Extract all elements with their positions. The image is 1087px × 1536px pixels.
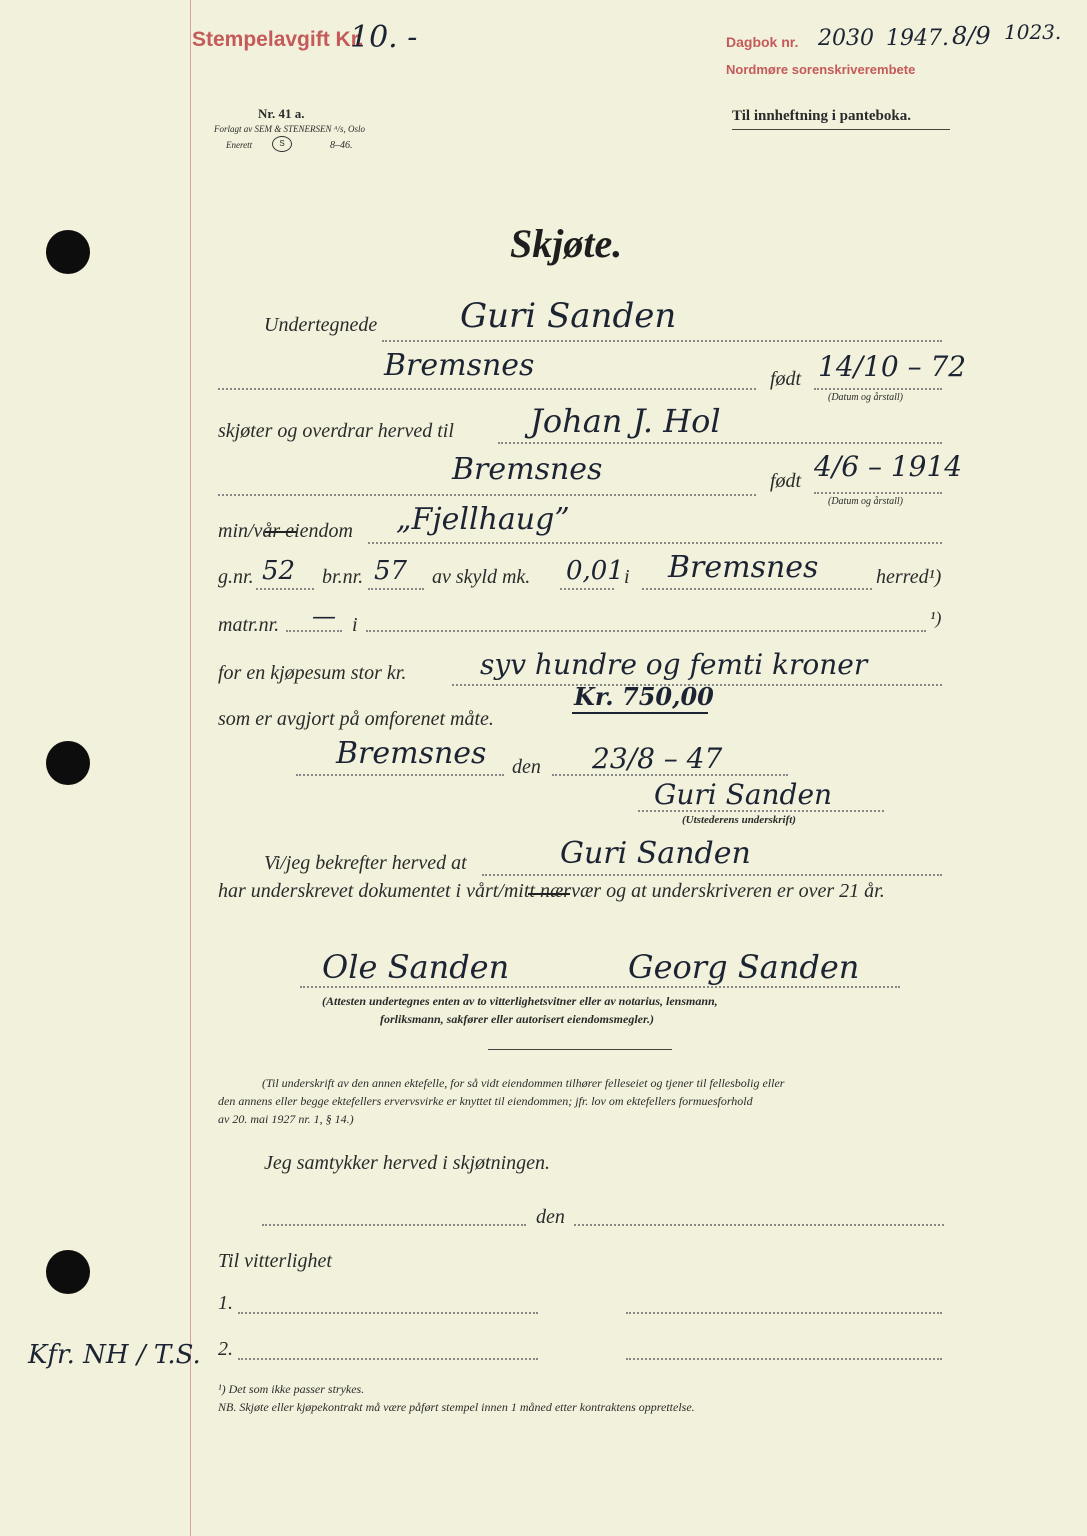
punch-hole-middle (46, 741, 90, 785)
office-stamp: Nordmøre sorenskriverembete (726, 62, 916, 77)
section-divider (488, 1049, 672, 1050)
attest-note-1: (Attesten undertegnes enten av to vitterlighetsvitner eller av notarius, lensmann, (322, 994, 718, 1008)
spouse-consent: Jeg samtykker herved i skjøtningen. (264, 1152, 551, 1174)
confirm-name: Guri Sanden (560, 836, 751, 871)
buyer-place: Bremsnes (452, 452, 603, 487)
witness-line-2-a (238, 1358, 538, 1360)
matr-label: matr.nr. (218, 614, 280, 636)
var-strike (265, 531, 297, 533)
stamp-duty-label: Stempelavgift Kr. (192, 28, 364, 51)
buyer-name: Johan J. Hol (530, 402, 721, 440)
matr-place-line (366, 630, 926, 632)
bnr-value: 57 (374, 556, 408, 586)
undersigned-label: Undertegnede (264, 314, 378, 336)
margin-note: Kfr. NH / T.S. (28, 1340, 201, 1370)
publisher: Forlagt av SEM & STENERSEN ᴬ/s, Oslo (214, 124, 365, 134)
binding-note-underline (732, 129, 950, 130)
property-name: „Fjellhaug” (396, 502, 570, 537)
settled-label: som er avgjort på omforenet måte. (218, 708, 494, 730)
gnr-line (256, 588, 314, 590)
gnr-label: g.nr. (218, 566, 254, 588)
skyld-value: 0,01 (566, 556, 624, 586)
matr-i-label: i (352, 614, 358, 636)
copyright: Enerett (226, 140, 253, 150)
spouse-date-line (574, 1224, 944, 1226)
punch-hole-top (46, 230, 90, 274)
witness-line (300, 986, 900, 988)
gnr-value: 52 (262, 556, 296, 586)
issuer-signature: Guri Sanden (654, 778, 833, 811)
matr-value: — (312, 602, 336, 630)
edition: 8–46. (330, 140, 353, 151)
spouse-den-label: den (536, 1206, 565, 1228)
spouse-place-line (262, 1224, 526, 1226)
publisher-logo: S (272, 136, 292, 152)
witness-line-1-label: 1. (218, 1292, 233, 1314)
buyer-place-line (218, 494, 756, 496)
punch-hole-bottom (46, 1250, 90, 1294)
seller-born-label: født (770, 368, 802, 390)
stamp-duty-value: 10. - (350, 20, 418, 55)
price-number: Kr. 750,00 (574, 682, 714, 711)
buyer-born-label: født (770, 470, 802, 492)
journal-folio: 1023. (1004, 20, 1062, 44)
price-number-underline (572, 712, 708, 714)
seller-born-line (814, 388, 942, 390)
confirm-label: Vi/jeg bekrefter herved at (264, 852, 467, 874)
footnote-1: ¹) Det som ikke passer strykes. (218, 1382, 365, 1396)
property-label: min/vår eiendom (218, 520, 353, 542)
municipality-line (642, 588, 872, 590)
i-label: i (624, 566, 630, 588)
witness-2-signature: Georg Sanden (628, 948, 860, 986)
matr-line (286, 630, 342, 632)
margin-rule (190, 0, 191, 1536)
herred-label: herred¹) (876, 566, 942, 588)
journal-label: Dagbok nr. (726, 34, 799, 50)
spouse-note-2: den annens eller begge ektefellers ervervsvirke er knyttet til eiendommen; jfr. lov om ektefellers formuesforhold (218, 1094, 753, 1108)
witness-line-1-b (626, 1312, 942, 1314)
confirm-sentence: har underskrevet dokumentet i vårt/mitt nærvær og at underskriveren er over 21 år. (218, 880, 885, 902)
transfer-label: skjøter og overdrar herved til (218, 420, 454, 442)
spouse-note-3: av 20. mai 1927 nr. 1, § 14.) (218, 1112, 354, 1126)
witness-line-1-a (238, 1312, 538, 1314)
signed-date: 23/8 – 47 (592, 742, 723, 775)
attest-note-2: forliksmann, sakfører eller autorisert eiendomsmegler.) (380, 1012, 655, 1026)
form-number: Nr. 41 a. (258, 106, 305, 121)
witness-1-signature: Ole Sanden (322, 948, 510, 986)
skyld-label: av skyld mk. (432, 566, 531, 588)
seller-place-line (218, 388, 756, 390)
price-label: for en kjøpesum stor kr. (218, 662, 407, 684)
document-title: Skjøte. (510, 221, 623, 266)
journal-year: 1947. (886, 26, 949, 51)
signed-place-line (296, 774, 504, 776)
issuer-caption: (Utstederens underskrift) (682, 814, 796, 826)
seller-place: Bremsnes (384, 348, 535, 383)
buyer-name-line (498, 442, 942, 444)
price-words: syv hundre og femti kroner (480, 648, 868, 681)
buyer-born-hint: (Datum og årstall) (828, 496, 903, 507)
journal-number: 2030 (818, 26, 874, 51)
mitt-strike (528, 893, 570, 895)
footnote-nb: NB. Skjøte eller kjøpekontrakt må være påført stempel innen 1 måned etter kontraktens opprettelse. (218, 1400, 695, 1414)
binding-note: Til innheftning i panteboka. (732, 108, 911, 124)
bnr-label: br.nr. (322, 566, 364, 588)
seller-born-hint: (Datum og årstall) (828, 392, 903, 403)
spouse-note-1: (Til underskrift av den annen ektefelle, for så vidt eiendommen tilhører felleseiet og tjener til fellesbolig eller (262, 1076, 785, 1090)
signed-place: Bremsnes (336, 736, 487, 771)
witness-heading: Til vitterlighet (218, 1250, 332, 1272)
bnr-line (368, 588, 424, 590)
municipality: Bremsnes (668, 550, 819, 585)
signed-den-label: den (512, 756, 541, 778)
skyld-line (560, 588, 614, 590)
buyer-born-line (814, 492, 942, 494)
seller-born: 14/10 – 72 (818, 350, 967, 383)
journal-date: 8/9 (952, 22, 991, 50)
witness-line-2-label: 2. (218, 1338, 233, 1360)
buyer-born: 4/6 – 1914 (814, 450, 963, 483)
matr-footnote-mark: ¹) (930, 608, 942, 628)
seller-name: Guri Sanden (460, 296, 677, 336)
witness-line-2-b (626, 1358, 942, 1360)
confirm-name-line (482, 874, 942, 876)
property-line (368, 542, 942, 544)
seller-name-line (382, 340, 942, 342)
